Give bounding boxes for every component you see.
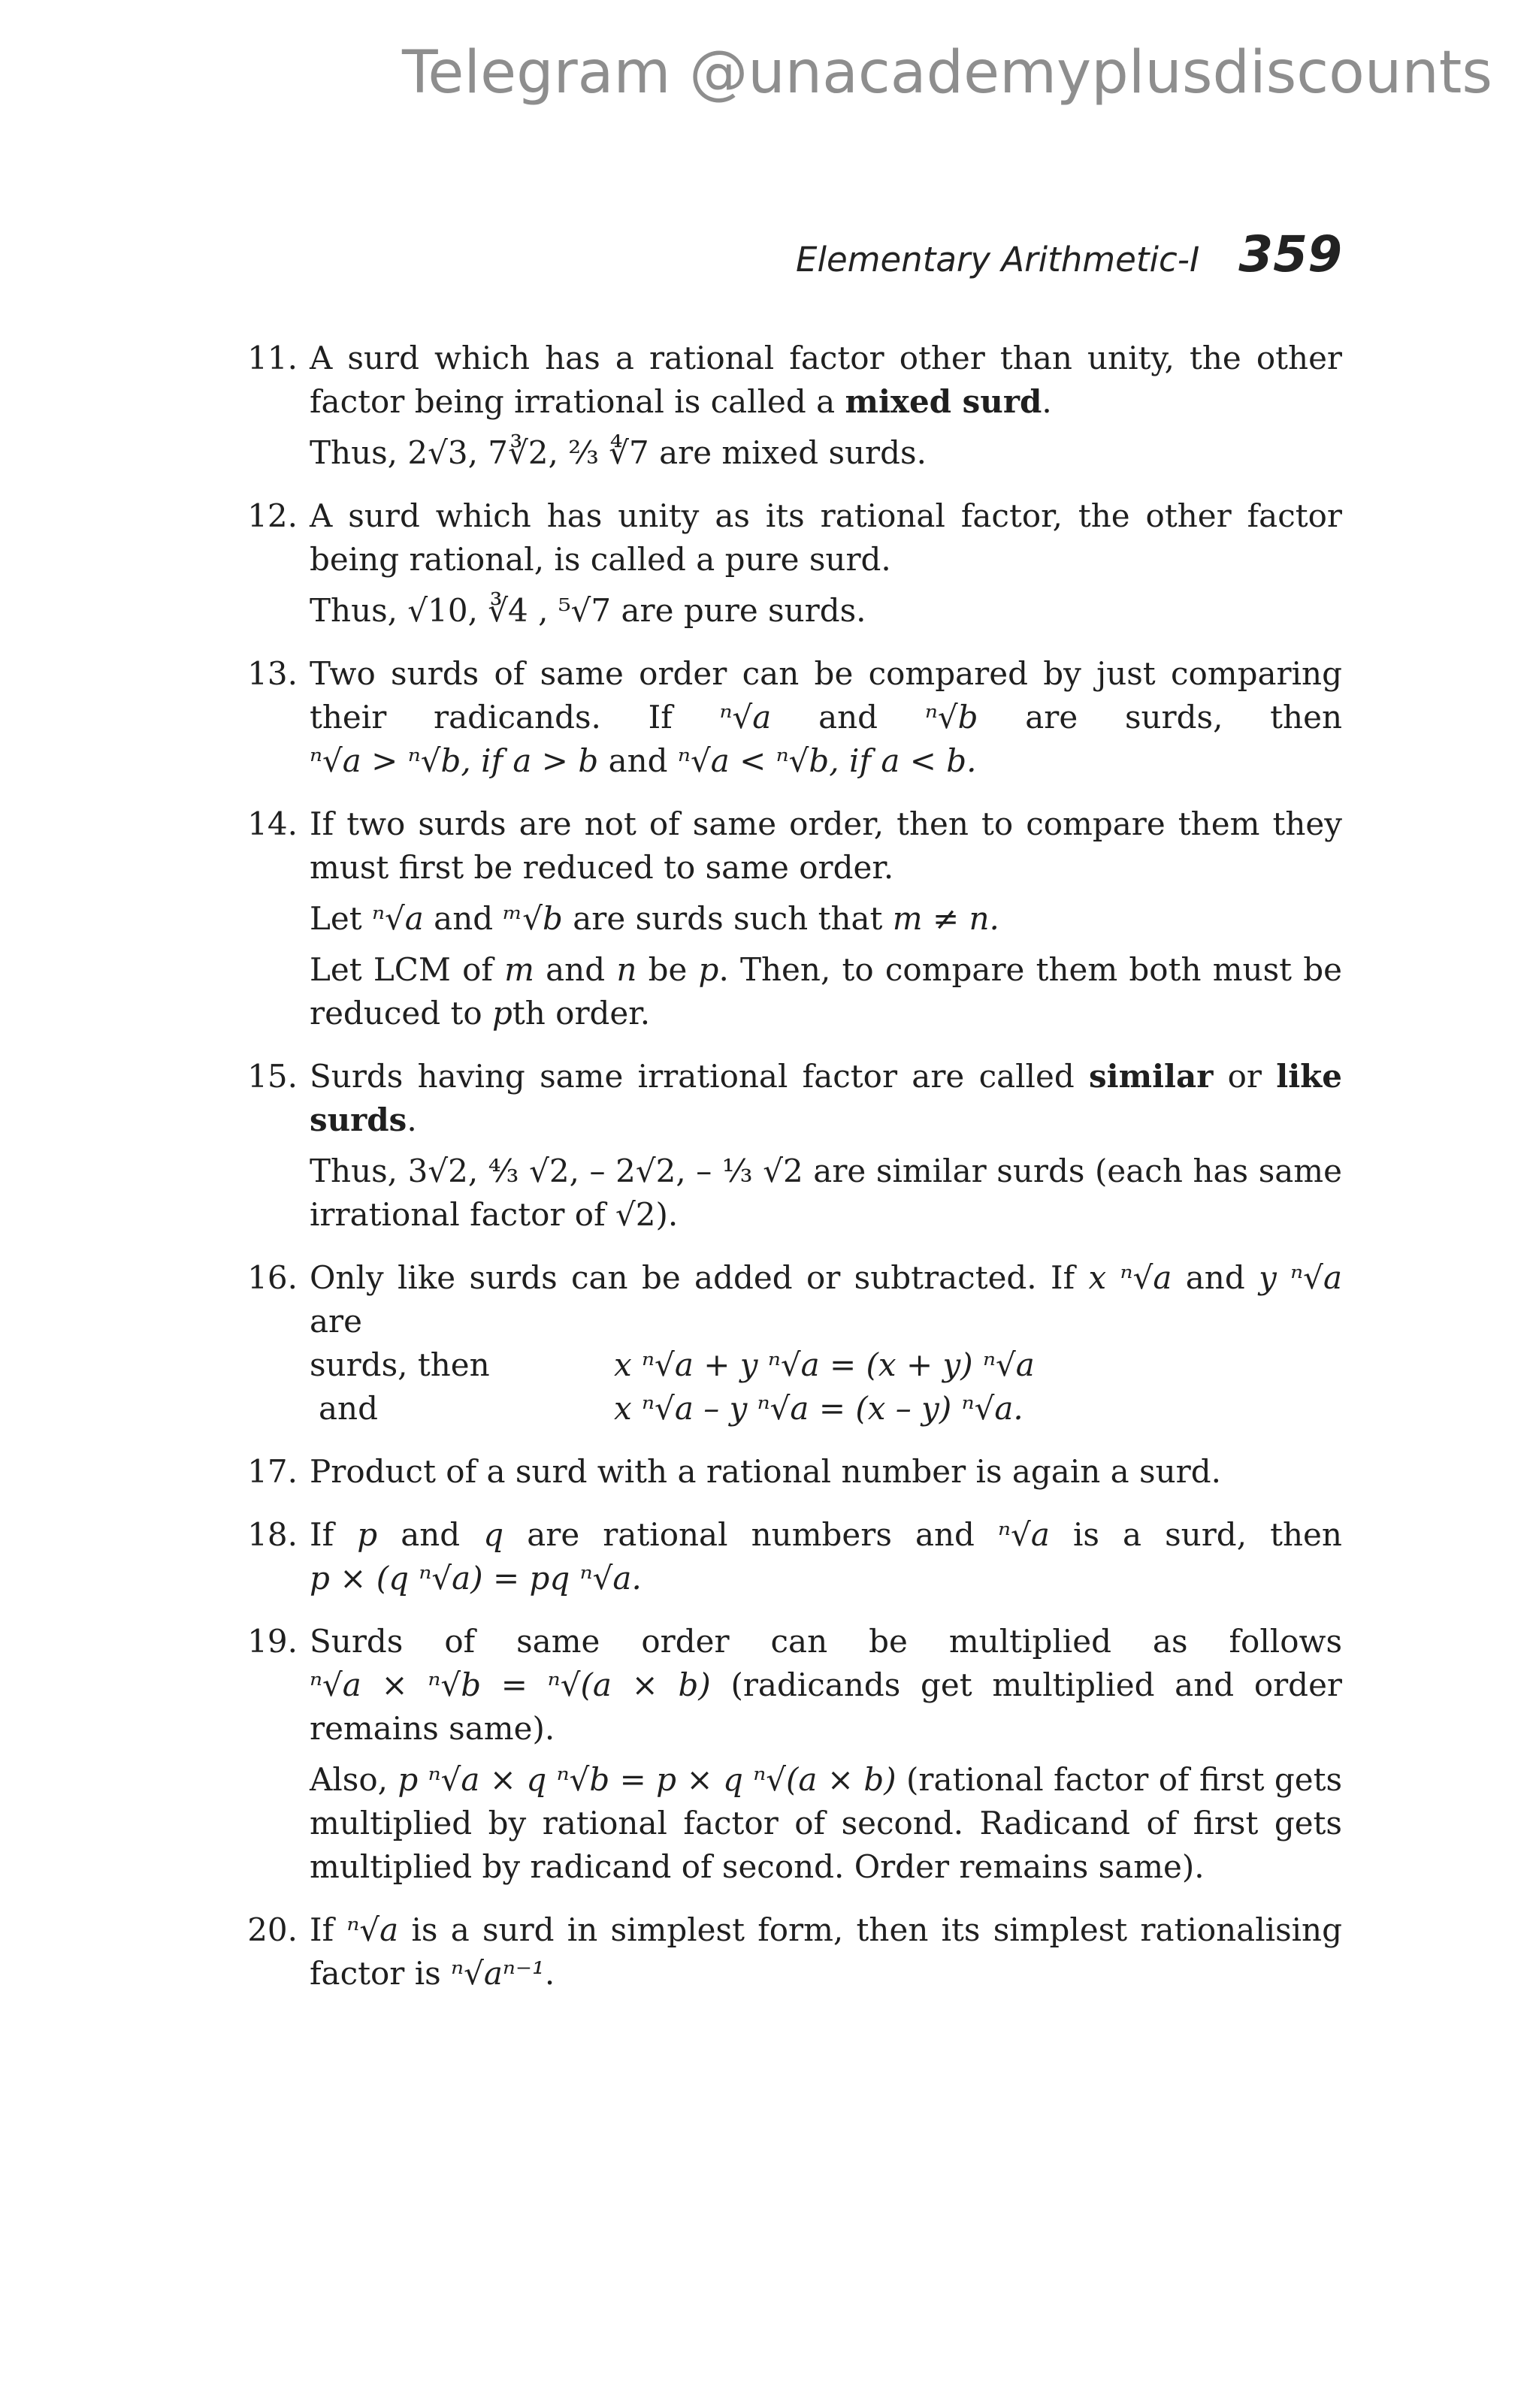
text-run: and — [771, 699, 925, 736]
text-run: If — [310, 1516, 358, 1553]
text-run: . — [1042, 383, 1052, 420]
text-run: Let LCM of — [310, 951, 505, 988]
math-expression: ⁿ√a > ⁿ√b, if a > b — [310, 742, 599, 779]
math-expression: ⁿ√a — [371, 900, 424, 937]
chapter-title: Elementary Arithmetic-I — [796, 240, 1200, 279]
math-expression: 2√3, 7∛2, ⅔ ∜7 — [407, 434, 649, 471]
text-run: Let — [310, 900, 372, 937]
item-text — [310, 1758, 1342, 1889]
watermark: Telegram @unacademyplusdiscounts — [402, 39, 1492, 107]
item-number: 17. — [247, 1453, 298, 1490]
math-expression: x ⁿ√a — [1088, 1259, 1172, 1296]
bold-term: mixed surd — [845, 383, 1042, 420]
text-run: are rational numbers and — [503, 1516, 999, 1553]
math-variable: q — [483, 1516, 504, 1553]
list-item-18 — [239, 1513, 1342, 1600]
text-run: . — [407, 1101, 417, 1138]
text-run: and — [534, 951, 617, 988]
text-run: are similar surds (each has same irrational factor of — [310, 1153, 1342, 1233]
item-text: A surd which has unity as its rational factor, the other factor being rational, is called a pure surd. — [310, 497, 1342, 578]
item-number: 12. — [247, 497, 298, 534]
math-expression: ⁿ√a — [998, 1516, 1050, 1553]
math-expression: 3√2, ⁴⁄₃ √2, – 2√2, – ⅓ √2 — [407, 1153, 803, 1189]
math-expression: y ⁿ√a — [1259, 1259, 1342, 1296]
item-text — [310, 1256, 1342, 1343]
bold-term: like surds — [310, 1058, 1342, 1138]
text-run: Thus, — [310, 434, 408, 471]
running-header — [796, 225, 1342, 283]
text-run: and — [377, 1516, 484, 1553]
text-run: and — [1172, 1259, 1259, 1296]
list-item-20 — [239, 1908, 1342, 1996]
list-item-17 — [239, 1450, 1342, 1494]
item-text — [310, 897, 1342, 941]
math-expression: √10, ∛4 , ⁵√7 — [407, 592, 612, 629]
equation: x ⁿ√a + y ⁿ√a = (x + y) ⁿ√a — [614, 1346, 1035, 1383]
list-item-13 — [239, 652, 1342, 783]
text-run: are pure surds. — [611, 592, 866, 629]
item-text — [310, 1908, 1342, 1996]
text-run: is a surd in simplest form, then its simplest rationalising factor is — [310, 1911, 1342, 1992]
math-expression: m ≠ n. — [892, 900, 999, 937]
item-number: 19. — [247, 1623, 298, 1660]
math-expression: ⁿ√a × ⁿ√b = ⁿ√(a × b) — [310, 1666, 711, 1703]
text-run: Only like surds can be added or subtracted. If — [310, 1259, 1089, 1296]
math-expression: ⁿ√a < ⁿ√b, if a < b. — [677, 742, 977, 779]
equation-row — [310, 1387, 1342, 1431]
math-expression: p × (q ⁿ√a) = pq ⁿ√a. — [310, 1560, 642, 1597]
math-expression: √2 — [615, 1196, 656, 1233]
list-item-11 — [239, 337, 1342, 475]
math-variable: n — [616, 951, 637, 988]
text-run: Thus, — [310, 592, 408, 629]
text-run: and — [423, 900, 503, 937]
text-run: . Then, to compare them both must be reduced to — [310, 951, 1342, 1032]
list-item-12 — [239, 494, 1342, 633]
text-run: th order. — [512, 995, 651, 1032]
text-run: Surds having same irrational factor are called — [310, 1058, 1090, 1095]
math-expression: ⁿ√a — [719, 699, 772, 736]
text-run: are — [310, 1303, 362, 1340]
text-run: are mixed surds. — [649, 434, 927, 471]
item-number: 20. — [247, 1911, 298, 1948]
text-run: Surds of same order can be multiplied as follows — [310, 1623, 1342, 1660]
math-expression: ᵐ√b — [503, 900, 563, 937]
text-run: or — [1213, 1058, 1277, 1095]
text-run: A surd which has a rational factor other than unity, the other factor being irrational is called a — [310, 340, 1342, 420]
page-body — [239, 337, 1342, 2015]
item-text — [310, 948, 1342, 1035]
item-text — [310, 652, 1342, 783]
math-expression: ⁿ√b — [924, 699, 978, 736]
math-expression: ⁿ√a — [346, 1911, 399, 1948]
item-number: 11. — [247, 340, 298, 376]
item-number: 16. — [247, 1259, 298, 1296]
equation-label: surds, then — [310, 1346, 490, 1383]
text-run: be — [636, 951, 699, 988]
item-number: 13. — [247, 655, 298, 692]
text-run: are surds such that — [562, 900, 893, 937]
math-variable: p — [357, 1516, 378, 1553]
item-text: Product of a surd with a rational number is again a surd. — [310, 1453, 1221, 1490]
text-run: Two surds of same order can be compared by just comparing their radicands. If — [310, 655, 1342, 736]
text-run: Thus, — [310, 1153, 408, 1189]
math-expression: p ⁿ√a × q ⁿ√b = p × q ⁿ√(a × b) — [398, 1761, 896, 1798]
text-run: (rational factor of first gets multiplied by rational factor of second. Radicand of first gets multiplied by radicand of second. Order remains same). — [310, 1761, 1343, 1885]
item-text — [310, 337, 1342, 424]
text-run: ). — [655, 1196, 679, 1233]
math-expression: ⁿ√aⁿ⁻¹ — [451, 1955, 545, 1992]
text-run: . — [544, 1955, 555, 1992]
item-number: 18. — [247, 1516, 298, 1553]
text-run: are surds, then — [978, 699, 1342, 736]
math-variable: m — [504, 951, 534, 988]
item-example — [310, 431, 1342, 475]
equation: x ⁿ√a – y ⁿ√a = (x – y) ⁿ√a. — [614, 1390, 1023, 1427]
text-run: (radicands get multiplied and order remains same). — [310, 1666, 1343, 1747]
math-variable: p — [492, 995, 512, 1032]
text-run: Also, — [310, 1761, 398, 1798]
list-item-19 — [239, 1620, 1342, 1889]
page-number: 359 — [1238, 225, 1342, 283]
item-text: If two surds are not of same order, then to compare them they must first be reduced to same order. — [310, 805, 1342, 886]
list-item-14 — [239, 802, 1342, 1035]
list-item-15 — [239, 1055, 1342, 1237]
item-example — [310, 1150, 1342, 1237]
item-text — [310, 1055, 1342, 1142]
item-text — [310, 1620, 1342, 1751]
equation-label: and — [319, 1390, 378, 1427]
math-variable: p — [698, 951, 719, 988]
item-example — [310, 589, 1342, 633]
text-run: is a surd, then — [1049, 1516, 1342, 1553]
list-item-16 — [239, 1256, 1342, 1431]
equation-row — [310, 1343, 1342, 1387]
text-run: If — [310, 1911, 347, 1948]
item-number: 14. — [247, 805, 298, 842]
bold-term: similar — [1089, 1058, 1214, 1095]
item-number: 15. — [247, 1058, 298, 1095]
text-run: and — [598, 742, 678, 779]
item-text — [310, 1513, 1342, 1600]
